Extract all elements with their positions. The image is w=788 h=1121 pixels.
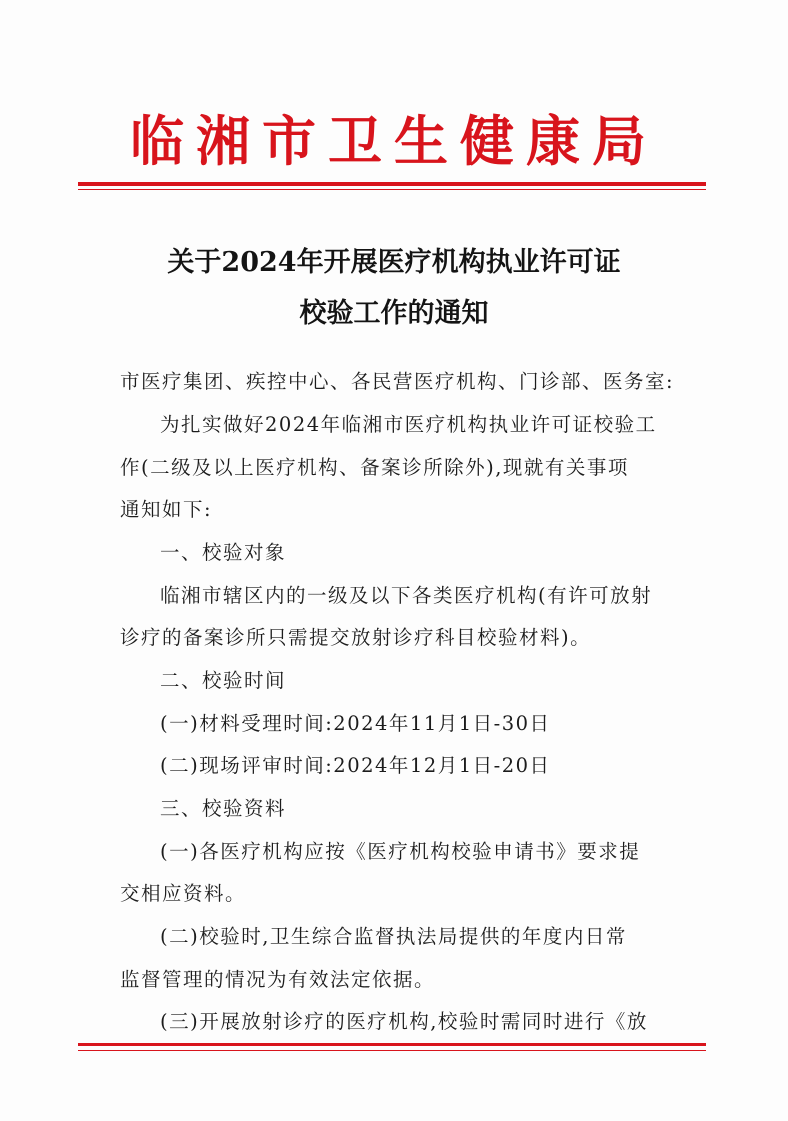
section2-heading: 二、校验时间	[160, 669, 287, 692]
org-header-title: 临湘市卫生健康局	[130, 109, 658, 173]
section3-item1-line: (一)各医疗机构应按《医疗机构校验申请书》要求提	[160, 840, 641, 863]
section2-item: (一)材料受理时间:2024年11月1日-30日	[160, 712, 551, 735]
intro-line: 作(二级及以上医疗机构、备案诊所除外),现就有关事项	[120, 456, 629, 479]
notice-title-line2: 校验工作的通知	[299, 298, 489, 329]
footer-red-rule-thick	[78, 1043, 706, 1046]
notice-title-line1: 关于2024年开展医疗机构执业许可证	[167, 247, 621, 278]
section1-heading: 一、校验对象	[160, 541, 287, 564]
section3-item2-line: (二)校验时,卫生综合监督执法局提供的年度内日常	[160, 925, 627, 948]
intro-line: 为扎实做好2024年临湘市医疗机构执业许可证校验工	[160, 413, 657, 436]
addressee: 市医疗集团、疾控中心、各民营医疗机构、门诊部、医务室:	[120, 370, 675, 393]
section1-text-line: 临湘市辖区内的一级及以下各类医疗机构(有许可放射	[160, 584, 653, 607]
header-red-rule-thick	[78, 182, 706, 186]
header-red-rule-thin	[78, 189, 706, 190]
section3-heading: 三、校验资料	[160, 797, 287, 820]
section1-text-line: 诊疗的备案诊所只需提交放射诊疗科目校验材料)。	[120, 626, 592, 649]
section3-item2-line: 监督管理的情况为有效法定依据。	[120, 968, 436, 991]
footer-red-rule-thin	[78, 1050, 706, 1051]
section3-item3-line: (三)开展放射诊疗的医疗机构,校验时需同时进行《放	[160, 1010, 648, 1033]
section2-item: (二)现场评审时间:2024年12月1日-20日	[160, 754, 551, 777]
intro-line: 通知如下:	[120, 498, 213, 521]
section3-item1-line: 交相应资料。	[120, 882, 247, 905]
